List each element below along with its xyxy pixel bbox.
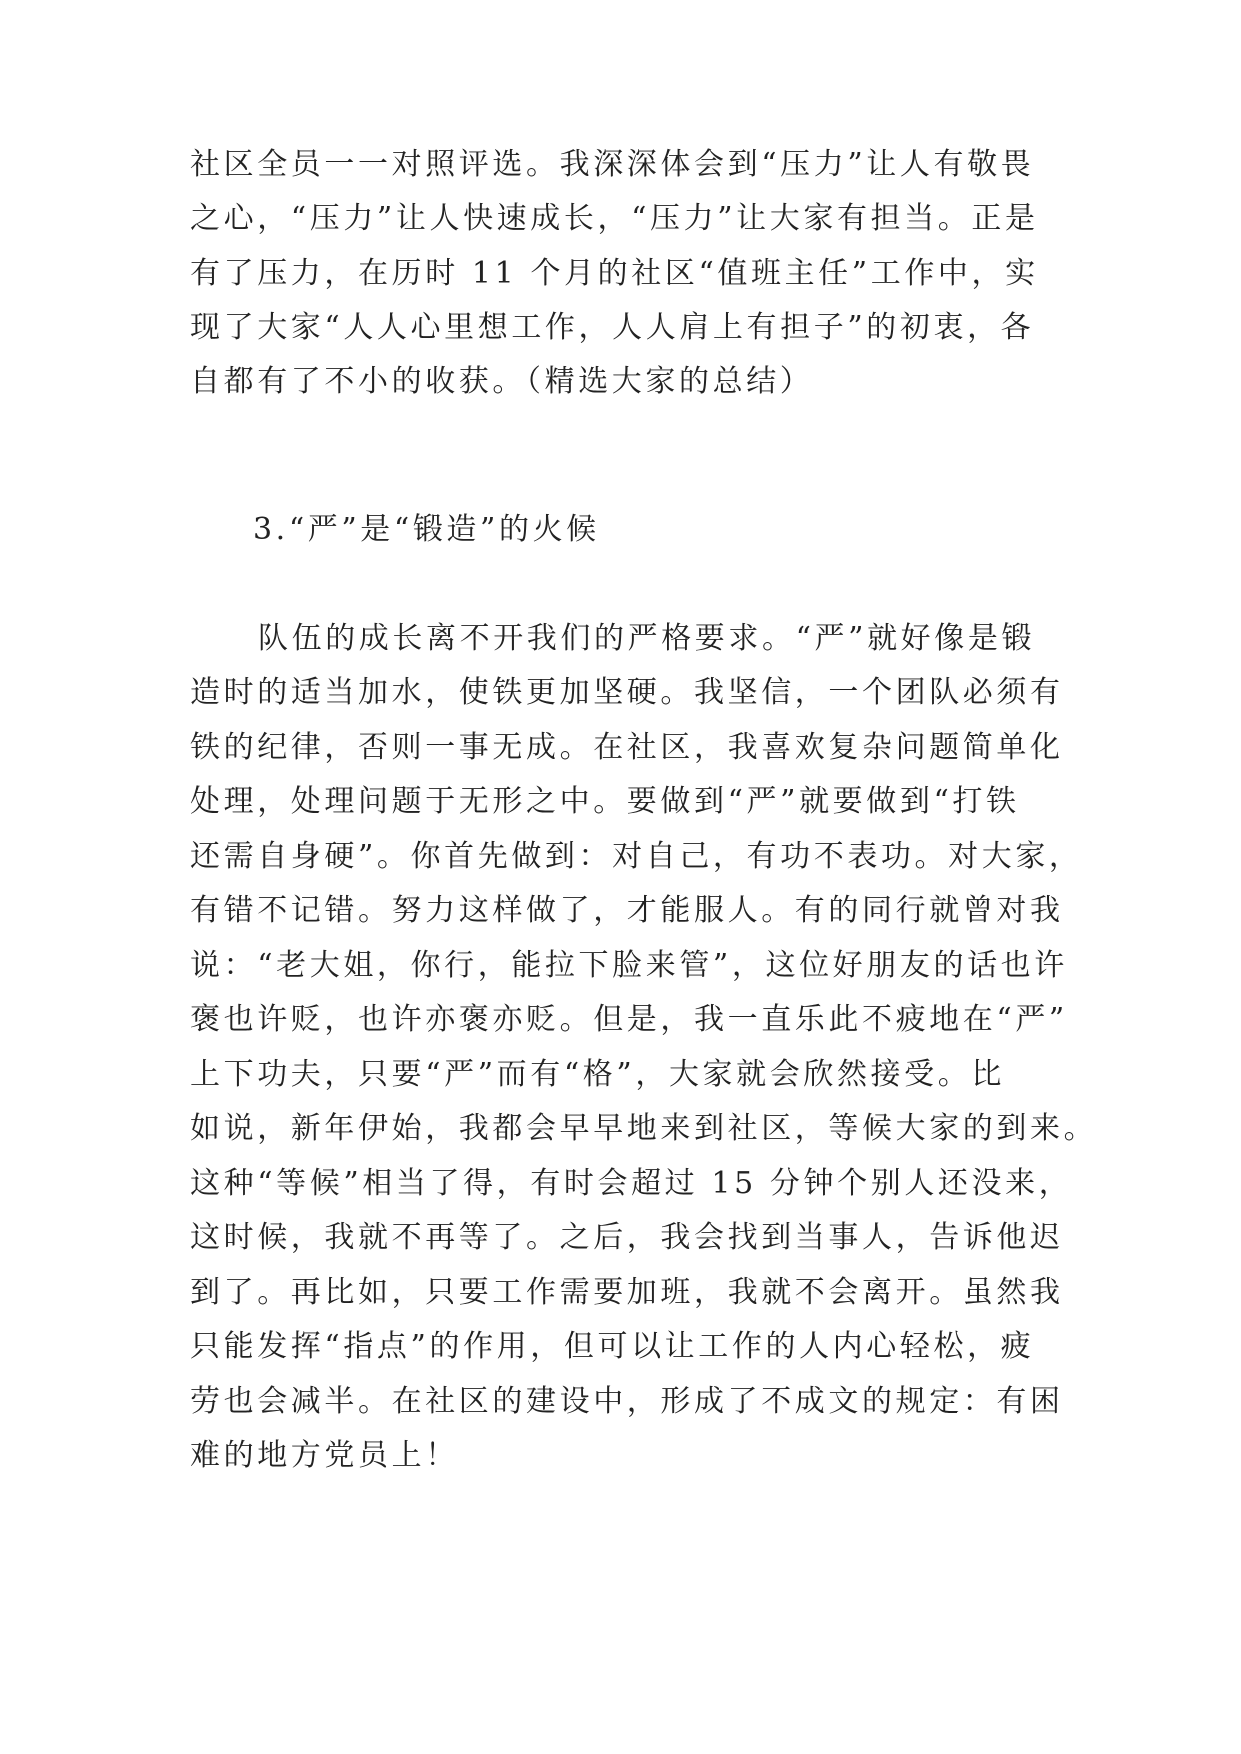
paragraph-line: 这种“等候”相当了得，有时会超过 15 分钟个别人还没来， [190,1166,1073,1201]
paragraph-line: 还需自身硬”。你首先做到：对自己，有功不表功。对大家， [190,839,1083,874]
paragraph-line: 造时的适当加水，使铁更加坚硬。我坚信，一个团队必须有 [190,675,1064,710]
paragraph-line: 到了。再比如，只要工作需要加班，我就不会离开。虽然我 [190,1275,1064,1310]
paragraph-line: 社区全员一一对照评选。我深深体会到“压力”让人有敬畏 [190,147,1035,182]
paragraph-line: 有错不记错。努力这样做了，才能服人。有的同行就曾对我 [190,893,1064,928]
section-heading: 3.“严”是“锻造”的火候 [253,512,600,547]
paragraph-line: 如说，新年伊始，我都会早早地来到社区，等候大家的到来。 [190,1111,1098,1146]
paragraph-line: 自都有了不小的收获。（精选大家的总结） [190,364,814,399]
paragraph-line: 有了压力，在历时 11 个月的社区“值班主任”工作中，实 [190,256,1039,291]
paragraph-line: 褒也许贬，也许亦褒亦贬。但是，我一直乐此不疲地在“严” [190,1002,1068,1037]
paragraph-line: 队伍的成长离不开我们的严格要求。“严”就好像是锻 [258,621,1036,656]
paragraph-line: 现了大家“人人心里想工作，人人肩上有担子”的初衷，各 [190,310,1035,345]
paragraph-line: 之心，“压力”让人快速成长，“压力”让大家有担当。正是 [190,201,1039,236]
paragraph-line: 处理，处理问题于无形之中。要做到“严”就要做到“打铁 [190,784,1020,819]
paragraph-line: 难的地方党员上！ [190,1438,459,1473]
paragraph-line: 劳也会减半。在社区的建设中，形成了不成文的规定：有困 [190,1384,1064,1419]
paragraph-line: 说：“老大姐，你行，能拉下脸来管”，这位好朋友的话也许 [190,948,1068,983]
paragraph-line: 这时候，我就不再等了。之后，我会找到当事人，告诉他迟 [190,1220,1064,1255]
paragraph-line: 只能发挥“指点”的作用，但可以让工作的人内心轻松，疲 [190,1329,1035,1364]
paragraph-line: 上下功夫，只要“严”而有“格”，大家就会欣然接受。比 [190,1057,1005,1092]
paragraph-line: 铁的纪律，否则一事无成。在社区，我喜欢复杂问题简单化 [190,730,1064,765]
